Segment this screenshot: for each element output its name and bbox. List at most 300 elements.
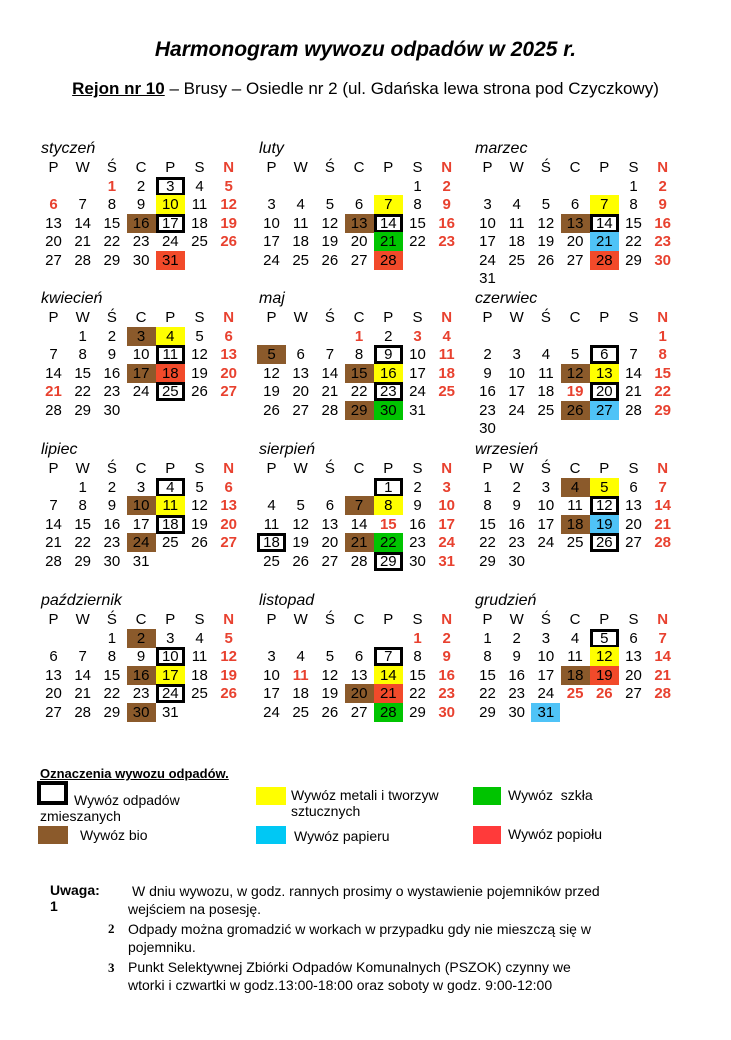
calendar-day: 6 (570, 196, 580, 214)
calendar-day: 20 (292, 383, 310, 401)
weekday-header: S (194, 309, 205, 326)
calendar-day: 29 (479, 703, 496, 721)
calendar-day: 11 (263, 515, 280, 533)
calendar-day: 7 (374, 195, 403, 214)
legend-label-glass: Wywóz szkła (508, 787, 593, 803)
calendar-day: 10 (156, 195, 185, 214)
calendar-day: 17 (508, 383, 526, 401)
calendar-day: 29 (74, 401, 92, 419)
calendar-day: 31 (479, 270, 496, 287)
calendar-day: 8 (629, 196, 638, 214)
calendar-day: 15 (479, 515, 496, 533)
calendar-day: 12 (561, 364, 590, 383)
calendar-day: 19 (590, 666, 619, 685)
calendar-day: 7 (325, 346, 335, 364)
weekday-header: P (165, 460, 176, 477)
calendar-day: 29 (103, 703, 121, 721)
weekday-header: S (194, 611, 205, 628)
calendar-day: 25 (292, 703, 310, 721)
weekday-header: W (75, 159, 90, 176)
calendar-day: 29 (74, 552, 92, 570)
weekday-header: C (135, 159, 147, 176)
calendar-day: 12 (590, 496, 619, 515)
calendar-day: 27 (292, 401, 310, 419)
calendar-day: 24 (479, 251, 496, 269)
calendar-day: 18 (191, 666, 208, 684)
calendar-day: 5 (296, 497, 305, 515)
calendar-day: 30 (127, 703, 156, 722)
calendar-day: 25 (508, 251, 526, 269)
weekday-header: P (383, 611, 394, 628)
calendar-day: 24 (537, 685, 555, 703)
calendar-day: 28 (350, 552, 368, 570)
calendar-day: 16 (127, 214, 156, 233)
calendar-day: 6 (629, 630, 638, 647)
weekday-header: P (165, 309, 176, 326)
calendar-day: 2 (127, 629, 156, 648)
calendar-day: 22 (479, 685, 496, 703)
calendar-day: 7 (658, 479, 667, 496)
calendar-day: 23 (103, 383, 121, 401)
weekday-header: Ś (106, 611, 117, 628)
calendar-day: 16 (374, 364, 403, 383)
calendar-day: 20 (220, 515, 238, 533)
calendar-day: 13 (561, 214, 590, 233)
calendar-day: 2 (442, 178, 451, 195)
calendar-day: 14 (45, 515, 62, 533)
weekday-header: N (657, 460, 669, 477)
weekday-header: P (48, 309, 59, 326)
calendar-day: 11 (156, 345, 185, 364)
calendar-day: 20 (625, 666, 642, 684)
calendar-day: 9 (442, 648, 451, 666)
calendar-day: 8 (78, 497, 87, 515)
calendar-day: 20 (345, 684, 374, 703)
month-name: styczeń (41, 140, 96, 157)
calendar-day: 28 (45, 401, 62, 419)
calendar-day: 28 (74, 251, 92, 269)
weekday-header: Ś (106, 159, 117, 176)
calendar-day: 6 (49, 196, 58, 214)
calendar-day: 26 (191, 383, 208, 401)
calendar-day: 22 (409, 685, 426, 703)
legend-swatch-ash (473, 826, 501, 844)
calendar-day: 25 (156, 382, 185, 401)
calendar-day: 18 (156, 515, 185, 534)
weekday-header: C (353, 611, 365, 628)
notes-label: Uwaga: 1 (50, 882, 100, 914)
calendar-day: 10 (409, 346, 426, 364)
calendar-day: 17 (156, 214, 185, 233)
calendar-day: 31 (531, 703, 560, 722)
calendar-day: 25 (191, 685, 208, 703)
calendar-day: 11 (292, 666, 309, 684)
weekday-header: C (353, 309, 365, 326)
weekday-header: C (569, 159, 581, 176)
calendar-day: 26 (595, 685, 613, 703)
weekday-header: Ś (324, 159, 335, 176)
weekday-header: W (293, 460, 308, 477)
calendar-day: 5 (195, 479, 204, 496)
calendar-day: 19 (566, 383, 584, 401)
calendar-day: 20 (45, 685, 62, 703)
calendar-day: 18 (537, 383, 555, 401)
calendar-day: 31 (161, 703, 179, 721)
weekday-header: C (353, 159, 365, 176)
calendar-day: 26 (220, 233, 238, 251)
calendar-day: 15 (479, 666, 496, 684)
weekday-header: P (599, 159, 610, 176)
calendar-day: 27 (45, 703, 62, 721)
weekday-header: P (165, 611, 176, 628)
calendar-day: 15 (345, 364, 374, 383)
calendar-day: 19 (191, 364, 208, 382)
calendar-day: 7 (49, 346, 58, 364)
calendar-day: 26 (263, 401, 280, 419)
calendar-day: 26 (220, 685, 238, 703)
calendar-day: 10 (537, 497, 555, 515)
weekday-header: W (293, 309, 308, 326)
calendar-day: 26 (321, 251, 339, 269)
calendar-day: 3 (267, 648, 276, 666)
calendar-day: 13 (625, 648, 642, 666)
calendar-day: 24 (263, 251, 280, 269)
calendar-day: 1 (354, 328, 364, 345)
calendar-day: 25 (263, 552, 280, 570)
calendar-day: 7 (590, 195, 619, 214)
calendar-day: 30 (508, 703, 526, 721)
calendar-day: 30 (132, 251, 150, 269)
month-name: kwiecień (41, 290, 103, 307)
calendar-day: 23 (438, 685, 456, 703)
calendar-day: 14 (625, 364, 642, 382)
weekday-header: P (482, 460, 493, 477)
calendar-day: 6 (629, 479, 638, 496)
calendar-day: 5 (541, 196, 551, 214)
weekday-header: P (383, 309, 394, 326)
weekday-header: Ś (324, 309, 335, 326)
weekday-header: W (509, 309, 524, 326)
calendar-day: 16 (127, 666, 156, 685)
calendar-day: 19 (321, 233, 339, 251)
weekday-header: S (412, 460, 423, 477)
calendar-day: 30 (508, 552, 526, 570)
calendar-day: 4 (296, 196, 305, 214)
calendar-day: 14 (45, 364, 62, 382)
calendar-day: 19 (263, 383, 280, 401)
calendar-day: 2 (136, 178, 146, 195)
calendar-day: 24 (508, 401, 526, 419)
calendar-day: 24 (263, 703, 280, 721)
calendar-day: 27 (625, 685, 642, 703)
rejon-description: – Brusy – Osiedle nr 2 (ul. Gdańska lewa strona pod Czyczkowy) (164, 79, 659, 98)
calendar-day: 23 (654, 233, 672, 251)
calendar-day: 1 (413, 178, 422, 195)
calendar-day: 20 (590, 382, 619, 401)
calendar-day: 3 (156, 177, 185, 196)
weekday-header: P (266, 309, 277, 326)
calendar-day: 27 (625, 534, 642, 552)
calendar-day: 26 (321, 703, 339, 721)
month-name: lipiec (41, 441, 78, 458)
calendar-day: 14 (590, 214, 619, 233)
calendar-day: 21 (345, 533, 374, 552)
calendar-day: 14 (654, 497, 672, 515)
calendar-day: 1 (107, 630, 117, 647)
calendar-day: 15 (103, 666, 121, 684)
calendar-day: 30 (103, 552, 121, 570)
calendar-day: 7 (374, 647, 403, 666)
calendar-day: 25 (566, 534, 584, 552)
calendar-day: 16 (479, 383, 496, 401)
calendar-day: 2 (512, 479, 521, 496)
calendar-day: 18 (191, 214, 208, 232)
calendar-day: 31 (438, 552, 456, 570)
calendar-day: 11 (508, 214, 525, 232)
weekday-header: N (657, 309, 669, 326)
calendar-day: 8 (483, 497, 492, 515)
calendar-day: 21 (374, 232, 403, 251)
calendar-day: 13 (292, 364, 310, 382)
calendar-day: 4 (195, 630, 204, 647)
legend-label-metal: Wywóz metali i tworzyw sztucznych (291, 787, 439, 819)
calendar-day: 11 (292, 214, 309, 232)
calendar-day: 23 (132, 685, 150, 703)
calendar-day: 18 (257, 533, 286, 552)
weekday-header: N (441, 460, 453, 477)
calendar-day: 6 (224, 479, 233, 496)
weekday-header: N (441, 309, 453, 326)
calendar-day: 2 (384, 328, 393, 345)
legend-label-ash: Wywóz popiołu (508, 826, 603, 842)
calendar-day: 29 (345, 401, 374, 420)
weekday-header: C (135, 309, 147, 326)
weekday-header: S (412, 611, 423, 628)
calendar-day: 3 (483, 196, 492, 214)
legend-label-paper: Wywóz papieru (294, 828, 390, 844)
legend-swatch-paper (256, 826, 286, 844)
month-name: marzec (475, 140, 528, 157)
calendar-day: 12 (292, 515, 310, 533)
month-name: listopad (259, 592, 315, 609)
calendar-day: 25 (292, 251, 310, 269)
calendar-day: 14 (654, 648, 672, 666)
note-2-num: 2 (108, 921, 115, 936)
weekday-header: S (628, 159, 639, 176)
weekday-header: P (599, 309, 610, 326)
calendar-day: 14 (374, 666, 403, 685)
weekday-header: P (482, 611, 493, 628)
calendar-day: 15 (379, 515, 397, 533)
calendar-day: 10 (156, 647, 185, 666)
calendar-day: 8 (483, 648, 492, 666)
weekday-header: W (75, 309, 90, 326)
calendar-day: 17 (537, 515, 555, 533)
calendar-day: 23 (508, 534, 526, 552)
calendar-day: 30 (479, 420, 496, 437)
calendar-day: 15 (74, 364, 92, 382)
calendar-day: 14 (374, 214, 403, 233)
calendar-day: 7 (78, 196, 87, 214)
calendar-day: 16 (654, 214, 672, 232)
weekday-header: C (569, 611, 581, 628)
weekday-header: Ś (324, 611, 335, 628)
legend-swatch-glass (473, 787, 501, 805)
calendar-day: 2 (512, 630, 521, 647)
calendar-day: 3 (541, 479, 551, 496)
calendar-day: 17 (263, 685, 280, 703)
calendar-day: 21 (74, 233, 92, 251)
month-name: grudzień (475, 592, 537, 609)
legend-title: Oznaczenia wywozu odpadów. (40, 766, 229, 781)
calendar-day: 28 (374, 703, 403, 722)
calendar-day: 11 (567, 497, 583, 515)
calendar-day: 3 (166, 630, 175, 647)
calendar-day: 28 (654, 685, 672, 703)
calendar-day: 10 (263, 666, 280, 684)
calendar-day: 3 (267, 196, 276, 214)
calendar-day: 18 (561, 666, 590, 685)
calendar-day: 9 (107, 497, 117, 515)
calendar-day: 1 (483, 479, 492, 496)
weekday-header: S (628, 309, 639, 326)
calendar-day: 27 (321, 552, 339, 570)
calendar-day: 24 (132, 383, 150, 401)
calendar-day: 13 (590, 364, 619, 383)
calendar-day: 22 (409, 233, 426, 251)
weekday-header: P (383, 460, 394, 477)
calendar-day: 10 (132, 346, 150, 364)
calendar-day: 18 (292, 233, 310, 251)
calendar-day: 5 (325, 648, 335, 666)
calendar-day: 17 (409, 364, 426, 382)
calendar-day: 4 (561, 478, 590, 497)
calendar-day: 6 (296, 346, 305, 364)
weekday-header: N (441, 611, 453, 628)
weekday-header: P (266, 159, 277, 176)
calendar-day: 15 (625, 214, 642, 232)
calendar-day: 29 (479, 552, 496, 570)
page-title: Harmonogram wywozu odpadów w 2025 r. (154, 38, 577, 61)
calendar-day: 24 (537, 534, 555, 552)
calendar-day: 16 (508, 666, 526, 684)
calendar-day: 21 (74, 685, 92, 703)
weekday-header: N (441, 159, 453, 176)
calendar-day: 21 (625, 383, 642, 401)
calendar-day: 25 (438, 383, 456, 401)
calendar-day: 21 (45, 534, 62, 552)
calendar-day: 13 (625, 497, 642, 515)
calendar-day: 28 (590, 251, 619, 270)
calendar-day: 24 (161, 233, 179, 251)
calendar-day: 19 (220, 214, 238, 232)
calendar-day: 12 (191, 346, 208, 364)
calendar-day: 5 (590, 478, 619, 497)
weekday-header: W (509, 460, 524, 477)
calendar-day: 12 (321, 666, 339, 684)
weekday-header: Ś (324, 460, 335, 477)
weekday-header: W (293, 611, 308, 628)
calendar-day: 25 (537, 401, 555, 419)
calendar-day: 21 (654, 666, 672, 684)
calendar-day: 15 (409, 214, 426, 232)
calendar-day: 17 (438, 515, 456, 533)
weekday-header: Ś (540, 159, 551, 176)
weekday-header: C (569, 309, 581, 326)
calendar-day: 23 (409, 534, 426, 552)
calendar-day: 1 (658, 328, 667, 345)
calendar-day: 2 (442, 630, 451, 647)
calendar-day: 1 (413, 630, 422, 647)
calendar-day: 27 (220, 383, 238, 401)
weekday-header: C (135, 611, 147, 628)
weekday-header: W (509, 159, 524, 176)
calendar-day: 20 (220, 364, 238, 382)
calendar-day: 22 (625, 233, 642, 251)
calendar-day: 9 (136, 196, 146, 214)
calendar-day: 25 (191, 233, 208, 251)
calendar-day: 4 (541, 346, 551, 364)
calendar-day: 13 (220, 346, 238, 364)
calendar-day: 27 (350, 703, 368, 721)
calendar-day: 4 (570, 630, 580, 647)
calendar-day: 4 (156, 327, 185, 346)
calendar-day: 6 (354, 196, 364, 214)
calendar-day: 2 (483, 346, 492, 364)
calendar-day: 9 (442, 196, 451, 214)
calendar-day: 22 (103, 685, 121, 703)
calendar-day: 7 (345, 496, 374, 515)
calendar-day: 22 (654, 383, 672, 401)
month-name: wrzesień (475, 441, 539, 458)
weekday-header: C (569, 460, 581, 477)
weekday-header: S (628, 611, 639, 628)
calendar-day: 10 (438, 497, 456, 515)
legend-swatch-metal (256, 787, 286, 805)
calendar-day: 19 (191, 515, 208, 533)
month-name: luty (259, 140, 284, 157)
weekday-header: P (48, 611, 59, 628)
calendar-day: 26 (561, 401, 590, 420)
weekday-header: Ś (106, 309, 117, 326)
calendar-day: 13 (321, 515, 339, 533)
calendar-day: 11 (156, 496, 185, 515)
calendar-day: 27 (350, 251, 368, 269)
note-3-num: 3 (108, 960, 115, 975)
calendar-day: 16 (438, 666, 456, 684)
calendar-day: 29 (374, 552, 403, 571)
calendar-day: 30 (374, 401, 403, 420)
calendar-day: 14 (74, 214, 92, 232)
calendar-day: 27 (590, 401, 619, 420)
calendar-day: 17 (132, 515, 150, 533)
weekday-header: N (657, 159, 669, 176)
weekday-header: S (194, 460, 205, 477)
calendar-day: 8 (107, 648, 117, 666)
calendar-day: 28 (374, 251, 403, 270)
calendar-day: 20 (350, 233, 368, 251)
weekday-header: P (383, 159, 394, 176)
calendar-day: 24 (409, 383, 426, 401)
calendar-day: 1 (78, 328, 87, 345)
calendar-day: 2 (107, 328, 117, 345)
calendar-day: 4 (512, 196, 521, 214)
calendar-day: 9 (512, 648, 521, 666)
calendar-day: 25 (566, 685, 584, 703)
calendar-day: 23 (132, 233, 150, 251)
weekday-header: Ś (106, 460, 117, 477)
calendar-day: 7 (658, 630, 667, 647)
